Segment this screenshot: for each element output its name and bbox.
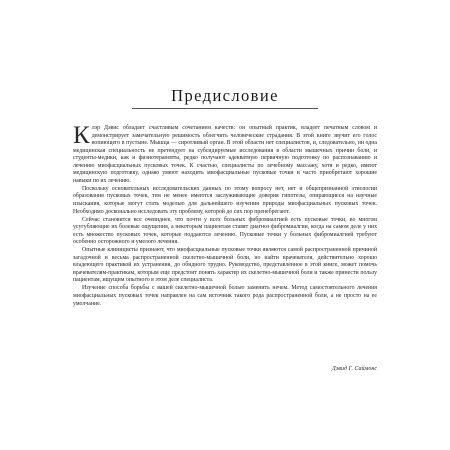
paragraph-1	[73, 122, 377, 185]
paragraph-3: Сейчас становится все очевиднее, что почти у всех больных фибромиалгией есть пусковые точки, во многом усугубляющие их болевые ощущения, а некоторым пациентам ставят диагноз фибромиалгии, когда на самом деле у них есть множество пусковых точек, которые поддаются лечению. Пусковые точки у больных фибромиалгией требуют особенно осторожного и умелого лечения.	[73, 216, 377, 246]
paragraph-1-text: лэр Дэвис обладает счастливым сочетанием качеств: он опытный практик, владеет печатным словом и демонстрирует замечательную решимость облегчить человеческие страдания. В этой книге звучит его голос вопиющего в пустыне. Мышца — сиротливый орган. В этой области нет специалистов, и, следовательно, ни одна медицинская специальность не претендует на субсидируемые исследования в области мышечных причин боли, и студенты-медики, как и физиотерапевты, редко получают адекватную первичную подготовку по распознаванию и лечению миофасциальных пусковых точек. К счастью, специалисты по лечебному массажу, хотя и редко, имеют медицинскую подготовку, однако умеют находить миофасциальные пусковые точки и часто приобретают хорошие навыки по их лечению.	[73, 125, 377, 184]
author-signature: Дэвид Г. Саймонс	[331, 366, 377, 372]
paragraph-4: Опытные клиницисты признают, что миофасциальные пусковые точки являются самой распространенной причиной загадочной и весьма распространенной скелетно-мышечной боли, но найти врачевателя, действительно хорошо владеющего практикой их устранения, до обидного трудно. Руководство, представленное в этой книге, может помочь врачевателям-практикам, которым еще предстоит понять характер их скелетно-мышечной боли и также принести пользу пациентам, ищущим опытного в этом деле специалиста.	[73, 247, 377, 284]
title-underline	[132, 108, 318, 109]
paragraph-2: Поскольку основательных исследовательских данных по этому вопросу нет, нет и общепризнанной этиологии образования пусковых точек, тем не менее имеются заслуживающие доверия гипотезы, опирающиеся на научные изыскания, которые могут стать моделью для дальнейшего изучения природы миофасциальных пусковых точек. Необходимо досконально исследовать эту проблему, которой до сих пор пренебрегают.	[73, 185, 377, 215]
drop-cap-letter: К	[73, 122, 90, 149]
paragraph-5: Изучение способа борьбы с вашей скелетно-мышечной болью заменить нечем. Метод самостоятельного лечения миофасциальных пусковых точек направлен на сам источник такого рода распространенной боли, а не просто на ее умолчание.	[73, 285, 377, 307]
page-title: Предисловие	[171, 86, 279, 105]
preface-body	[73, 122, 377, 309]
